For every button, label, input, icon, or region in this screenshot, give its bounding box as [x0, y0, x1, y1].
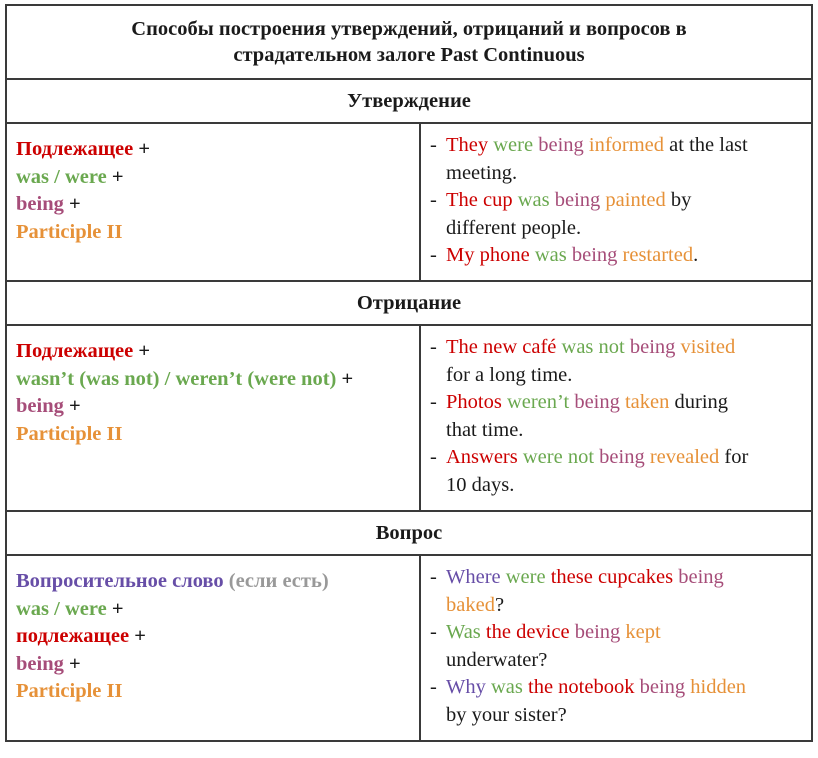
formula-was-were: was / were	[16, 597, 107, 620]
formula-plus: +	[138, 138, 151, 160]
example-aux: were not	[522, 446, 595, 468]
example-rest: by	[670, 189, 692, 211]
formula-plus: +	[111, 165, 124, 188]
example-being: being	[678, 566, 724, 588]
title-line-2: страдательном залоге Past Continuous	[233, 44, 585, 66]
section-header-negative	[5, 280, 813, 324]
example-participle: revealed	[649, 446, 720, 468]
formula-line	[16, 623, 419, 651]
example-being: being	[538, 134, 584, 156]
example-rest: at the last	[669, 134, 748, 156]
section-body-question	[5, 554, 813, 742]
example-aux: Was	[446, 621, 481, 643]
example-participle: baked	[446, 593, 495, 616]
example-question-word: Why	[446, 676, 486, 698]
question-header-label: Вопрос	[375, 521, 443, 544]
formula-line	[16, 393, 419, 421]
formula-plus: +	[341, 367, 354, 390]
example-item	[430, 242, 811, 270]
example-question-word: Where	[446, 566, 501, 588]
example-text	[446, 132, 811, 187]
example-rest: during	[674, 391, 729, 413]
formula-line	[16, 651, 419, 679]
negative-header-label: Отрицание	[356, 291, 462, 314]
example-dash: -	[430, 189, 437, 211]
example-item	[430, 132, 811, 187]
affirmative-formula	[7, 124, 421, 280]
example-being: being	[639, 676, 686, 698]
example-rest: by your sister?	[446, 703, 567, 726]
formula-being: being	[16, 395, 64, 417]
example-being: being	[629, 336, 676, 358]
example-rest: 10 days.	[446, 473, 515, 496]
example-text	[446, 242, 811, 270]
negative-formula	[7, 326, 421, 510]
formula-line	[16, 136, 419, 164]
example-aux: was	[534, 244, 567, 266]
example-participle: informed	[588, 134, 665, 156]
formula-line	[16, 596, 419, 624]
formula-participle: Participle II	[16, 220, 123, 243]
formula-line	[16, 191, 419, 219]
example-participle: hidden	[690, 676, 747, 698]
formula-line	[16, 219, 419, 247]
example-participle: painted	[605, 189, 666, 211]
example-dash: -	[430, 134, 437, 156]
example-subject: the device	[485, 621, 570, 643]
formula-wasnt: wasn’t (was not) / weren’t (were not)	[16, 367, 337, 390]
example-being: being	[574, 391, 620, 413]
formula-line	[16, 421, 419, 449]
formula-plus: +	[134, 625, 146, 647]
section-body-affirmative	[5, 122, 813, 280]
formula-line	[16, 678, 419, 706]
example-rest: for	[724, 446, 749, 468]
example-text	[446, 674, 811, 729]
example-subject: The new café	[446, 336, 557, 358]
example-being: being	[554, 189, 601, 211]
example-text	[446, 564, 811, 619]
example-item	[430, 619, 811, 674]
example-being: being	[574, 621, 621, 643]
example-aux: were	[505, 566, 546, 588]
section-header-affirmative	[5, 78, 813, 122]
formula-being: being	[16, 652, 64, 675]
example-being: being	[571, 244, 618, 266]
negative-examples	[421, 326, 811, 510]
formula-plus: +	[68, 193, 81, 215]
formula-line	[16, 366, 419, 394]
example-aux: was not	[561, 336, 625, 358]
example-text	[446, 334, 811, 389]
example-rest: for a long time.	[446, 363, 573, 386]
grammar-table	[5, 4, 813, 742]
example-text	[446, 619, 811, 674]
example-participle: kept	[625, 621, 661, 643]
example-aux: weren’t	[506, 391, 570, 413]
formula-subject: Подлежащее	[16, 340, 134, 362]
example-aux: was	[517, 189, 550, 211]
formula-plus: +	[68, 652, 81, 675]
example-end: ?	[494, 593, 505, 616]
formula-note: (если есть)	[228, 570, 329, 592]
formula-question-word: Вопросительное слово	[16, 570, 224, 592]
example-dash: -	[430, 244, 437, 266]
example-item	[430, 187, 811, 242]
formula-line	[16, 164, 419, 192]
example-item	[430, 334, 811, 389]
formula-line	[16, 338, 419, 366]
example-item	[430, 389, 811, 444]
example-dash: -	[430, 621, 437, 643]
table-title	[5, 4, 813, 78]
example-item	[430, 674, 811, 729]
example-item	[430, 444, 811, 499]
affirmative-header-label: Утверждение	[347, 89, 471, 112]
example-rest: meeting.	[446, 161, 518, 184]
formula-plus: +	[111, 597, 124, 620]
example-subject: My phone	[446, 244, 530, 266]
example-subject: They	[446, 134, 489, 156]
example-subject: these cupcakes	[550, 566, 674, 588]
example-subject: Answers	[446, 446, 518, 468]
example-dash: -	[430, 446, 437, 468]
example-subject: The cup	[446, 189, 513, 211]
example-dash: -	[430, 566, 437, 588]
example-rest: underwater?	[446, 648, 548, 671]
example-aux: were	[493, 134, 534, 156]
formula-participle: Participle II	[16, 680, 123, 702]
formula-plus: +	[138, 340, 151, 362]
example-rest: that time.	[446, 418, 524, 441]
example-subject: Photos	[446, 391, 502, 413]
formula-was-were: was / were	[16, 165, 107, 188]
title-text	[131, 16, 686, 68]
formula-line	[16, 568, 419, 596]
example-item	[430, 564, 811, 619]
example-end: .	[693, 244, 699, 266]
example-participle: restarted	[622, 244, 694, 266]
question-examples	[421, 556, 811, 740]
formula-subject: Подлежащее	[16, 138, 134, 160]
title-line-1: Способы построения утверждений, отрицаний и вопросов в	[131, 18, 687, 40]
formula-participle: Participle II	[16, 422, 123, 445]
section-body-negative	[5, 324, 813, 510]
formula-plus: +	[68, 395, 81, 417]
example-dash: -	[430, 391, 437, 413]
example-aux: was	[490, 676, 523, 698]
formula-subject: подлежащее	[16, 625, 130, 647]
example-text	[446, 187, 811, 242]
example-participle: taken	[624, 391, 670, 413]
question-formula	[7, 556, 421, 740]
example-text	[446, 389, 811, 444]
example-text	[446, 444, 811, 499]
section-header-question	[5, 510, 813, 554]
formula-being: being	[16, 193, 64, 215]
example-rest: different people.	[446, 216, 582, 239]
example-dash: -	[430, 676, 437, 698]
example-participle: visited	[680, 336, 736, 358]
example-dash: -	[430, 336, 437, 358]
example-subject: the notebook	[528, 676, 635, 698]
affirmative-examples	[421, 124, 811, 280]
example-being: being	[599, 446, 645, 468]
